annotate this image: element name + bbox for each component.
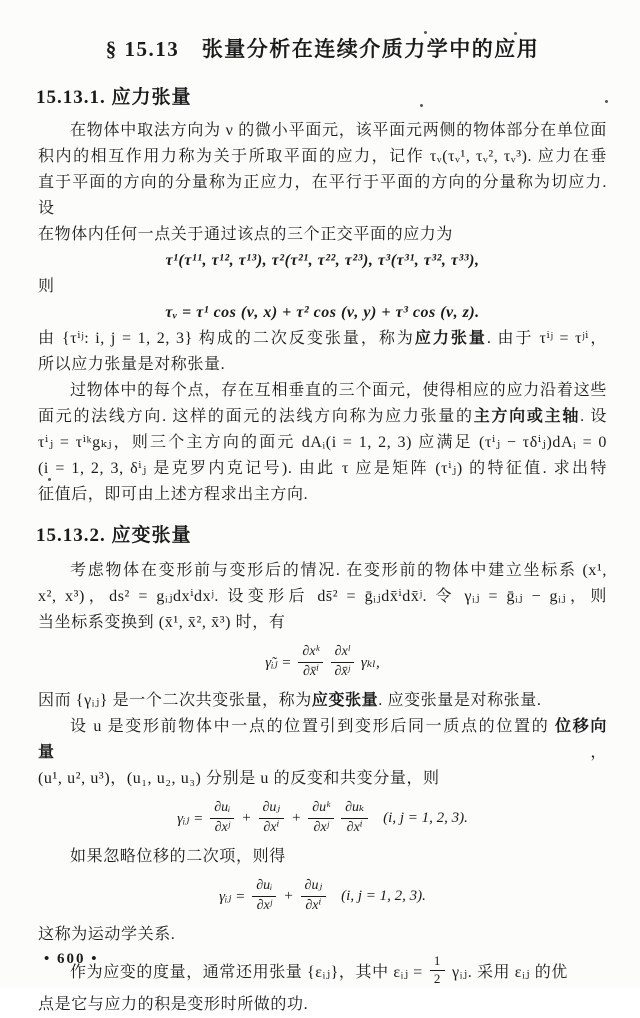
fraction-numerator: ∂uⱼ [301, 878, 327, 896]
fraction [341, 800, 368, 835]
fraction-numerator: ∂uⱼ [259, 800, 285, 818]
body-line [38, 714, 607, 766]
scan-speckle [605, 100, 608, 103]
stress-components-formula: τ¹(τ¹¹, τ¹², τ¹³), τ²(τ²¹, τ²², τ²³), τ³(τ³¹, τ³², τ³³), [165, 252, 480, 269]
body-line: 直于平面的方向的分量称为正应力，在平行于平面的方向的分量称为切应力. 设 [38, 174, 607, 217]
body-line: 这称为运动学关系. [38, 926, 176, 943]
fraction-denominator: ∂x̄ʲ [334, 663, 350, 679]
scan-speckle [420, 104, 423, 107]
fraction-denominator: 2 [433, 970, 442, 986]
linear-strain-formula [38, 873, 607, 919]
text-segment: . 应变张量是对称张量. [378, 692, 542, 709]
strain-displacement-formula [38, 795, 607, 841]
text-segment: 因而 {γᵢⱼ} 是一个二次共变张量，称为 [38, 692, 312, 709]
text-segment-bold: 应力张量 [414, 330, 487, 347]
formula-condition: (i, j = 1, 2, 3). [383, 809, 468, 826]
text-segment: γᵢⱼ. 采用 εᵢⱼ 的优 [452, 963, 568, 981]
body-line: 如果忽略位移的二次项，则得 [70, 848, 286, 865]
strain-transform-formula [38, 639, 607, 685]
text-segment-bold: 位移向量 [38, 718, 607, 761]
formula-lhs: γᵢⱼ = [177, 810, 204, 827]
chapter-title: § 15.13 张量分析在连续介质力学中的应用 [105, 37, 540, 61]
plus-operator: + [241, 809, 252, 826]
plus-operator: + [291, 809, 302, 826]
section-heading-strain: 15.13.2. 应变张量 [36, 525, 192, 546]
fraction-numerator: ∂uₖ [341, 800, 368, 818]
plus-operator: + [283, 887, 294, 904]
text-segment: 由 {τⁱʲ: i, j = 1, 2, 3} 构成的二次反变张量，称为 [38, 330, 415, 347]
body-line: 征值后，即可由上述方程求出主方向. [38, 486, 309, 503]
body-line: x², x³)，ds² = gᵢⱼdxⁱdxʲ. 设变形后 ds̄² = ḡᵢⱼdx̄ⁱdx̄ʲ. 令 γᵢⱼ = ḡᵢⱼ − gᵢⱼ，则 [38, 588, 607, 605]
one-half-fraction [430, 954, 445, 987]
text-segment: . 设 [580, 408, 607, 425]
body-line [38, 688, 607, 714]
body-line: 则 [38, 278, 55, 295]
body-line: 当坐标系变换到 (x̄¹, x̄², x̄³) 时，有 [38, 614, 286, 631]
fraction [252, 878, 276, 913]
scan-speckle [514, 32, 517, 35]
section-heading-stress: 15.13.1. 应力张量 [36, 87, 192, 108]
body-line: 所以应力张量是对称张量. [38, 356, 226, 373]
body-line: 考虑物体在变形前与变形后的情况. 在变形前的物体中建立坐标系 (x¹, [70, 562, 607, 579]
fraction-numerator: ∂xˡ [331, 644, 354, 662]
body-line [38, 326, 607, 352]
fraction-numerator: ∂xᵏ [298, 644, 323, 662]
text-segment: 作为应变的度量，通常还用张量 {εᵢⱼ}，其中 εᵢⱼ = [70, 963, 423, 981]
fraction [330, 644, 353, 679]
body-line-with-fraction [38, 948, 607, 992]
text-segment-bold: 应变张量 [311, 692, 379, 709]
fraction-denominator: ∂xʲ [313, 819, 329, 835]
body-line: 过物体中的每个点，存在互相垂直的三个面元，使得相应的应力沿着这些 [70, 382, 607, 399]
text-segment: ， [590, 744, 607, 761]
formula-condition: (i, j = 1, 2, 3). [341, 887, 426, 904]
body-line: (u¹, u², u³)，(u₁, u₂, u₃) 分别是 u 的反变和共变分量，则 [38, 770, 440, 787]
scan-speckle [48, 478, 51, 481]
fraction [259, 800, 285, 835]
fraction-denominator: ∂xⁱ [346, 819, 363, 835]
fraction [301, 878, 327, 913]
fraction-numerator: ∂uᵏ [308, 800, 334, 818]
fraction [298, 644, 323, 679]
text-segment: 设 u 是变形前物体中一点的位置引到变形后同一质点的位置的 [70, 718, 556, 735]
body-line: 积内的相互作用力称为关于所取平面的应力，记作 τᵥ(τᵥ¹, τᵥ², τᵥ³). 应力在垂 [38, 148, 607, 165]
fraction-numerator: ∂uᵢ [252, 878, 276, 896]
fraction-denominator: ∂xⁱ [305, 897, 322, 913]
fraction [308, 800, 334, 835]
formula-lhs: γᵢⱼ = [219, 888, 246, 905]
cauchy-stress-formula: τᵥ = τ¹ cos (ν, x) + τ² cos (ν, y) + τ³ cos (ν, z). [165, 304, 480, 321]
fraction-numerator: ∂uᵢ [210, 800, 234, 818]
formula-rhs: γₖₗ, [360, 654, 380, 671]
text-segment: . 由于 τⁱʲ = τʲⁱ， [486, 330, 608, 347]
fraction-numerator: 1 [430, 954, 445, 971]
text-segment-bold: 主方向或主轴 [473, 408, 581, 425]
fraction-denominator: ∂x̄ⁱ [302, 663, 319, 679]
fraction [210, 800, 234, 835]
text-segment: 面元的法线方向. 这样的面元的法线方向称为应力张量的 [38, 408, 474, 425]
scan-speckle [424, 31, 427, 34]
body-line: 点是它与应力的积是变形时所做的功. [38, 996, 309, 1013]
fraction-denominator: ∂xʲ [256, 897, 273, 913]
page-number: • 600 • [44, 951, 99, 967]
fraction-denominator: ∂xⁱ [263, 819, 280, 835]
formula-lhs: γ̃ᵢⱼ = [265, 654, 292, 671]
body-line: (i = 1, 2, 3, δⁱⱼ 是克罗内克记号). 由此 τ 应是矩阵 (τⁱⱼ) 的特征值. 求出特 [38, 460, 607, 477]
fraction-denominator: ∂xʲ [214, 819, 231, 835]
body-line: 在物体内任何一点关于通过该点的三个正交平面的应力为 [38, 226, 454, 243]
body-line: 在物体中取法方向为 ν 的微小平面元，该平面元两侧的物体部分在单位面 [70, 122, 607, 139]
body-line [38, 404, 607, 430]
body-line: τⁱⱼ = τⁱᵏgₖⱼ，则三个主方向的面元 dAᵢ(i = 1, 2, 3) 应满足 (τⁱⱼ − τδⁱⱼ)dAᵢ = 0 [38, 434, 607, 451]
